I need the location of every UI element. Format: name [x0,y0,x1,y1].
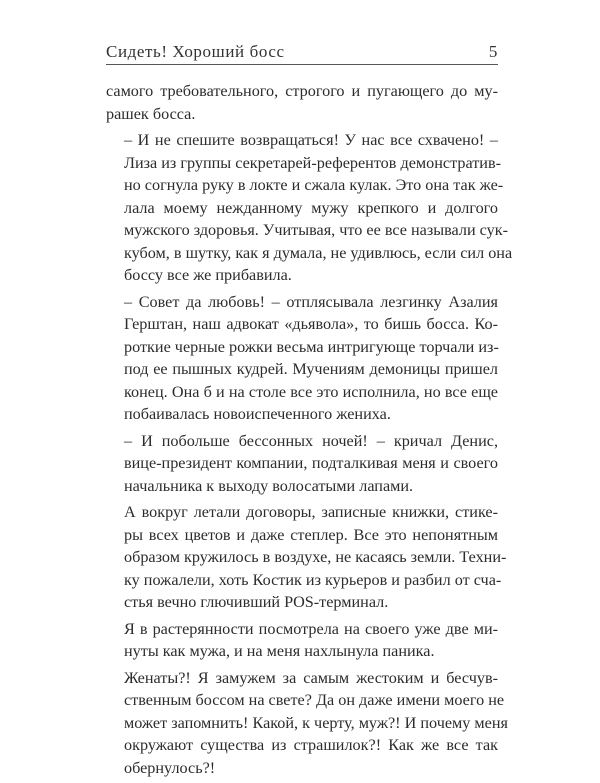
text-line: может запомнить! Какой, к черту, муж?! И почему меня [124,713,508,732]
paragraph [106,501,507,614]
paragraph [106,430,498,498]
body-text [106,80,513,783]
text-line: мужского здоровья. Учитывая, что ее все называли сук- [124,221,508,239]
running-header [106,40,498,64]
text-line: боссу все же прибавила. [124,266,292,284]
text-line: – И побольше бессонных ночей! – кричал Денис, [124,431,498,450]
text-line: самого требовательного, строгого и пугающего до му- [106,82,498,100]
text-line: – Совет да любовь! – отплясывала лезгинку Азалия [124,292,498,311]
text-line: Я в растерянности посмотрела на своего уже две ми- [124,619,498,638]
text-line: образом кружилось в воздухе, не касаясь земли. Техни- [124,548,507,566]
text-line: нуты как мужа, и на меня нахлынула паника. [124,642,435,660]
text-line: побаивалась новоиспеченного жениха. [124,405,391,423]
text-line: конец. Она б и на столе все это исполнила, но все еще [124,382,498,401]
page-number: 5 [488,42,498,61]
text-line: рашек босса. [106,104,196,123]
text-line: ственным боссом на свете? Да он даже имени моего не [124,691,505,709]
text-line: ку пожалели, хоть Костик из курьеров и разбил от сча- [124,570,502,589]
text-line: – И не спешите возвращаться! У нас все схвачено! – [124,131,498,149]
text-line: начальника к выходу волосатыми лапами. [124,476,414,495]
book-title: Сидеть! Хороший босс [106,42,285,61]
text-line: лала моему нежданному мужу крепкого и долгого [124,198,498,217]
text-line: ры всех цветов и даже степлер. Все это непонятным [124,525,498,544]
text-line: вице-президент компании, подталкивая меня и своего [124,454,498,472]
text-line: но согнула руку в локте и сжала кулак. Это она так же- [124,176,504,194]
text-line: обернулось?! [124,758,216,777]
text-line: Лиза из группы секретарей-референтов демонстратив- [124,153,501,172]
text-line: стья вечно глючивший POS-терминал. [124,593,389,611]
text-line: Герштан, наш адвокат «дьявола», то бишь босса. Ко- [124,315,498,333]
header-rule [106,64,498,65]
paragraph [106,667,508,780]
paragraph [106,618,498,663]
paragraph [106,80,498,125]
paragraph [106,129,513,287]
text-line: кубом, в шутку, как я думала, не удивлюсь, если сил она [124,243,513,262]
text-line: А вокруг летали договоры, записные книжки, стике- [124,503,498,521]
text-line: под ее пышных кудрей. Мучениям демоницы пришел [124,360,498,378]
text-line: роткие черные рожки весьма интригующе торчали из- [124,337,499,356]
paragraph [106,291,498,426]
text-line: Женаты?! Я замужем за самым жестоким и бесчув- [124,668,498,687]
text-line: окружают существа из страшилок?! Как же все так [124,736,498,754]
